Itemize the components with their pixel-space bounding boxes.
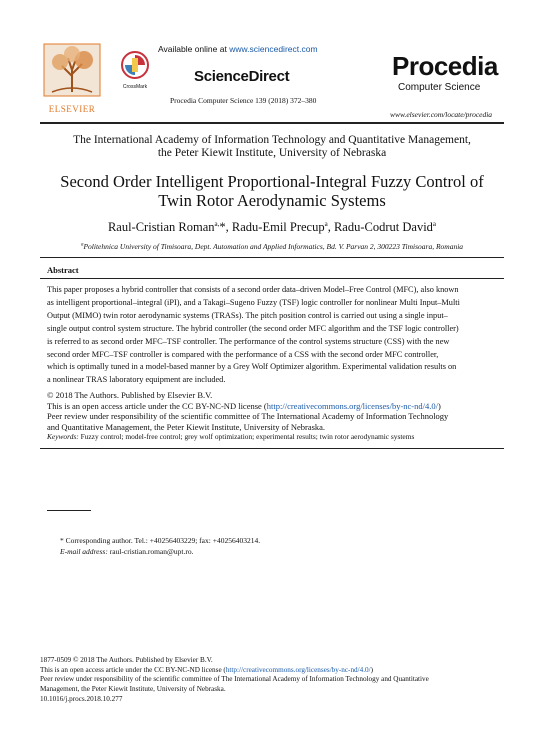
journal-reference: Procedia Computer Science 139 (2018) 372–380: [170, 96, 317, 105]
procedia-title: Procedia: [392, 51, 498, 81]
peer-review-line: and Quantitative Management, the Peter Kiewit Institute, University of Nebraska.: [47, 422, 326, 433]
paper-title-line1: Second Order Intelligent Proportional-Integral Fuzzy Control of: [60, 172, 484, 191]
author-david: Radu-Codrut David: [333, 220, 433, 235]
keywords-divider: [40, 448, 504, 449]
email-address[interactable]: raul-cristian.roman@upt.ro.: [107, 547, 194, 556]
corresponding-author-footnote: * Corresponding author. Tel.: +40256403229; fax: +40256403214.: [60, 536, 261, 545]
abstract-line: Output (MIMO) twin rotor aerodynamic systems (TRASs). The pitch position control is carried out using a single input–: [47, 310, 448, 320]
bottom-block: [40, 656, 510, 705]
abstract-line: as intelligent proportional–integral (iPI), and a Takagi–Sugeno Fuzzy (TSF) logic controller for nonlinear Multi Input–Multi: [47, 297, 460, 307]
footnote-rule: [47, 510, 91, 511]
affiliation: $^a$Politehnica University of Timisoara, Dept. Automation and Applied Informatics, Bd. V. Parvan 2, 300223 Timisoara, Romania: [80, 242, 464, 251]
bottom-license-link[interactable]: http://creativecommons.org/licenses/by-nc-nd/4.0/: [225, 665, 371, 674]
author-list: Raul-Cristian Roman$^{a,}$*, Radu-Emil Precup$^a$, Radu-Codrut David$^a$: [107, 220, 437, 235]
available-online: Available online at www.sciencedirect.com: [158, 44, 318, 54]
abstract-line: a nonlinear TRAS laboratory equipment are included.: [47, 375, 226, 385]
header-divider: [40, 122, 504, 124]
copyright-line: © 2018 The Authors. Published by Elsevier B.V.: [47, 390, 213, 400]
sciencedirect-logo: ScienceDirect: [194, 68, 290, 85]
corresponding-star: *: [219, 220, 226, 235]
elsevier-logo: [40, 40, 104, 114]
procedia-subtitle: Computer Science: [398, 82, 481, 93]
sciencedirect-link[interactable]: www.sciencedirect.com: [229, 44, 318, 54]
paper-title-line2: Twin Rotor Aerodynamic Systems: [158, 191, 386, 210]
abstract-line: single output control system structure. The hybrid controller (the second order MFC algorithm and the TSF logic controller): [47, 323, 459, 333]
keywords-label: Keywords:: [47, 432, 79, 441]
bottom-license-line: This is an open access article under the CC BY-NC-ND license (http://creativecommons.org/licenses/by-nc-nd/4.0/): [40, 665, 374, 674]
elsevier-tree-icon: [40, 40, 104, 98]
crossmark-icon: [120, 50, 150, 80]
affiliation-divider: [40, 257, 504, 258]
doi-line[interactable]: 10.1016/j.procs.2018.10.277: [40, 694, 123, 703]
bottom-peer-review-line: Management, the Peter Kiewit Institute, University of Nebraska.: [40, 685, 226, 694]
abstract-heading: Abstract: [47, 265, 79, 275]
crossmark-badge[interactable]: CrossMark: [118, 50, 152, 90]
abstract-line: This paper proposes a hybrid controller that consists of a second order data–driven Model–Free Control (MFC), also known: [47, 285, 459, 294]
conference-line1: The International Academy of Information Technology and Quantitative Management,: [73, 134, 471, 146]
author-precup: Radu-Emil Precup: [231, 220, 325, 235]
bottom-peer-review-line: Peer review under responsibility of the scientific committee of The International Academy of Information Technology and Quantitative: [40, 675, 429, 684]
email-footnote: E-mail address: raul-cristian.roman@upt.ro.: [60, 547, 194, 556]
abstract-body: [47, 284, 499, 387]
peer-review-line: Peer review under responsibility of the scientific committee of The International Academy of Information Technology: [47, 411, 449, 422]
abstract-line: is referred to as second order MFC–TSF controller. The performance of the control systems structure (CSS) with the new: [47, 336, 450, 346]
elsevier-wordmark: ELSEVIER: [48, 104, 96, 114]
abstract-divider: [40, 278, 504, 279]
journal-homepage-url[interactable]: www.elsevier.com/locate/procedia: [390, 110, 493, 119]
license-link[interactable]: http://creativecommons.org/licenses/by-nc-nd/4.0/: [266, 400, 438, 411]
author-roman: Raul-Cristian Roman: [107, 220, 215, 235]
keywords: Keywords: Fuzzy control; model-free control; grey wolf optimization; experimental results; twin rotor aerodynamic systems: [47, 432, 415, 441]
procedia-logo: [392, 52, 508, 93]
issn-line: 1877-0509 © 2018 The Authors. Published by Elsevier B.V.: [40, 656, 213, 664]
abstract-line: second order MFC–TSF controller is compared with the performance of a CSS with the second order MFC controller,: [47, 349, 439, 359]
conference-line2: the Peter Kiewit Institute, University of Nebraska: [157, 147, 387, 159]
license-line: This is an open access article under the CC BY-NC-ND license (http://creativecommons.org/licenses/by-nc-nd/4.0/): [47, 400, 441, 411]
abstract-line: which is optimally tuned in a model-based manner by a Grey Wolf Optimizer algorithm. Experimental validation results on: [47, 362, 457, 372]
copyright-block: [47, 390, 507, 433]
